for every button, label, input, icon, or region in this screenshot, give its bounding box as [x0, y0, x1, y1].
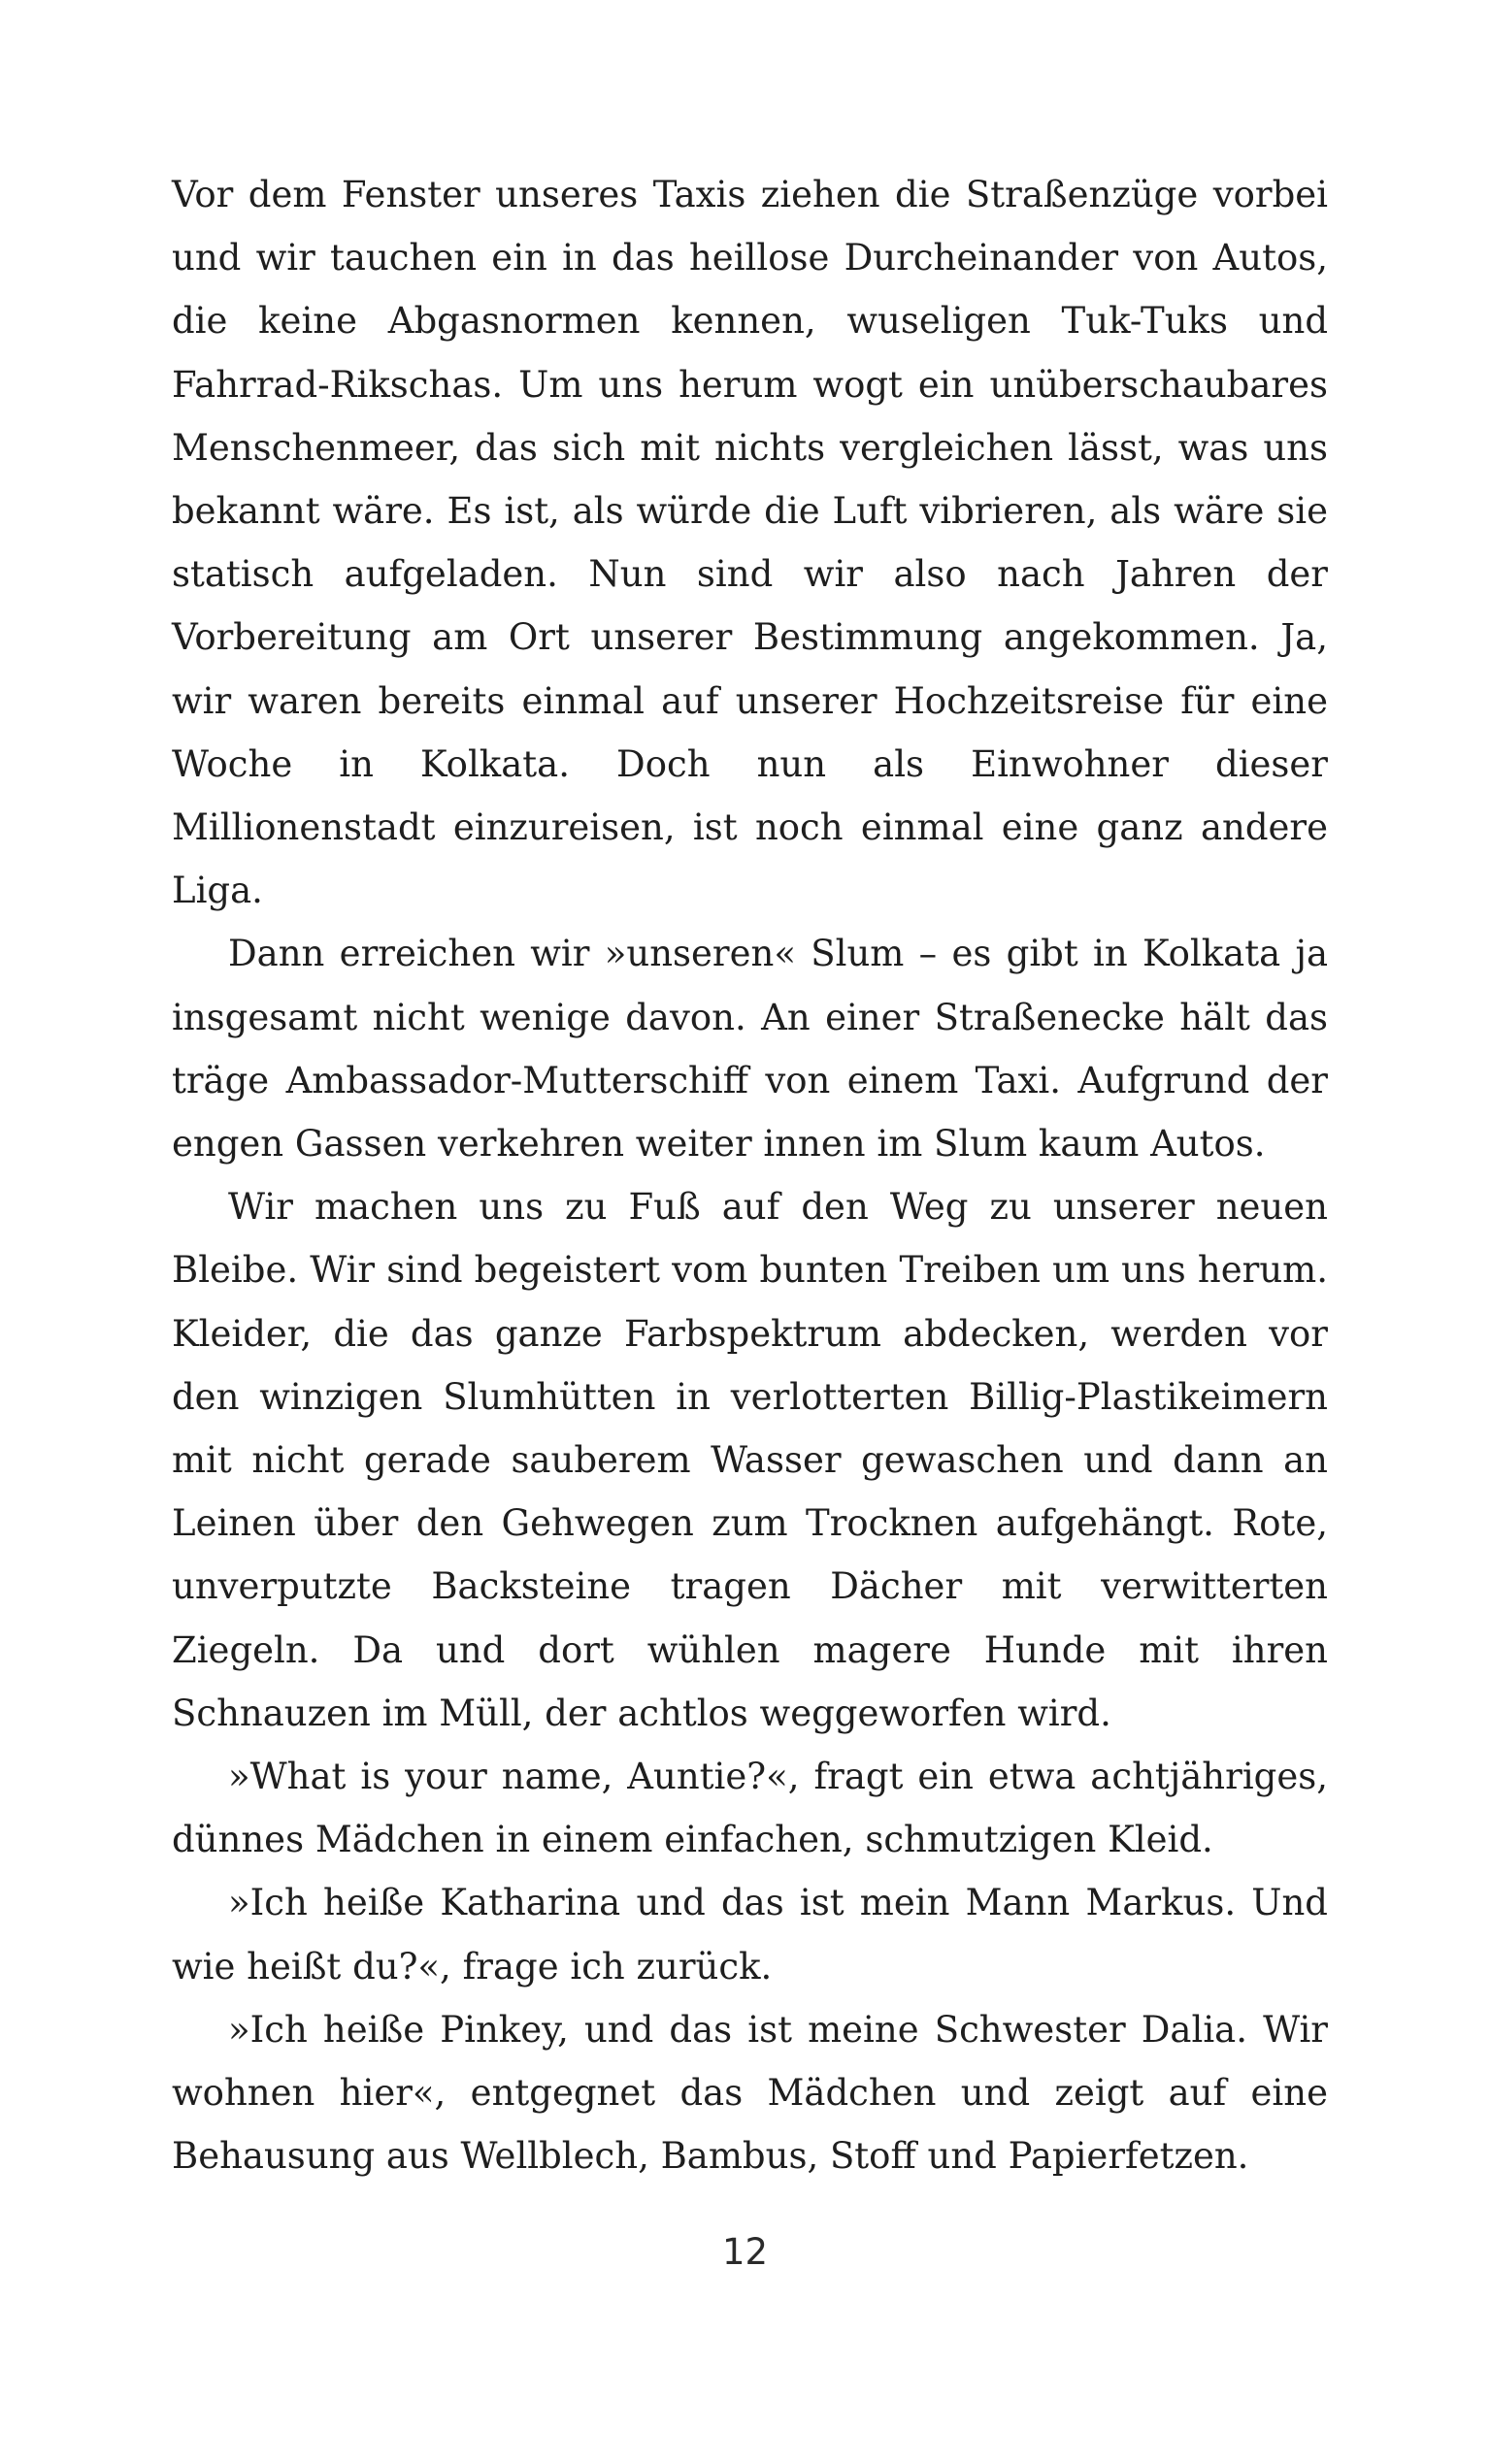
- page-number: 12: [721, 2231, 769, 2273]
- paragraph-5: »Ich heiße Katharina und das ist mein Mann Markus. Und wie heißt du?«, frage ich zurück.: [172, 1882, 1328, 1988]
- paragraph-4: »What is your name, Auntie?«, fragt ein etwa achtjähriges, dünnes Mädchen in einem einfachen, schmutzigen Kleid.: [172, 1756, 1328, 1861]
- paragraph-6: »Ich heiße Pinkey, und das ist meine Schwester Dalia. Wir wohnen hier«, entgegnet das Mädchen und zeigt auf eine Behausung aus Wellblech, Bambus, Stoff und Papierfetzen.: [172, 2008, 1328, 2178]
- paragraph-3: Wir machen uns zu Fuß auf den Weg zu unserer neuen Bleibe. Wir sind begeistert vom bunten Treiben um uns herum. Kleider, die das ganze Farbspektrum abdecken, werden vor den winzigen Slumhütten in verlotterten Billig-Plastikeimern mit nicht gerade sauberem Wasser gewaschen und dann an Leinen über den Gehwegen zum Trocknen aufgehängt. Rote, unverputzte Backsteine tragen Dächer mit verwitterten Ziegeln. Da und dort wühlen magere Hunde mit ihren Schnauzen im Müll, der achtlos weggeworfen wird.: [172, 1186, 1328, 1734]
- body-text: [172, 163, 1328, 2188]
- paragraph-2: Dann erreichen wir »unseren« Slum – es gibt in Kolkata ja insgesamt nicht wenige davon. An einer Straßenecke hält das träge Ambassador-Mutterschiff von einem Taxi. Aufgrund der engen Gassen verkehren weiter innen im Slum kaum Autos.: [172, 933, 1328, 1166]
- paragraph-1: Vor dem Fenster unseres Taxis ziehen die Straßenzüge vorbei und wir tauchen ein in das heillose Durcheinander von Autos, die keine Abgasnormen kennen, wuseligen Tuk-Tuks und Fahrrad-Rikschas. Um uns herum wogt ein unüberschaubares Menschenmeer, das sich mit nichts vergleichen lässt, was uns bekannt wäre. Es ist, als würde die Luft vibrieren, als wäre sie statisch aufgeladen. Nun sind wir also nach Jahren der Vorbereitung am Ort unserer Bestimmung angekommen. Ja, wir waren bereits einmal auf unserer Hochzeitsreise für eine Woche in Kolkata. Doch nun als Einwohner dieser Millionenstadt einzureisen, ist noch einmal eine ganz andere Liga.: [172, 174, 1328, 912]
